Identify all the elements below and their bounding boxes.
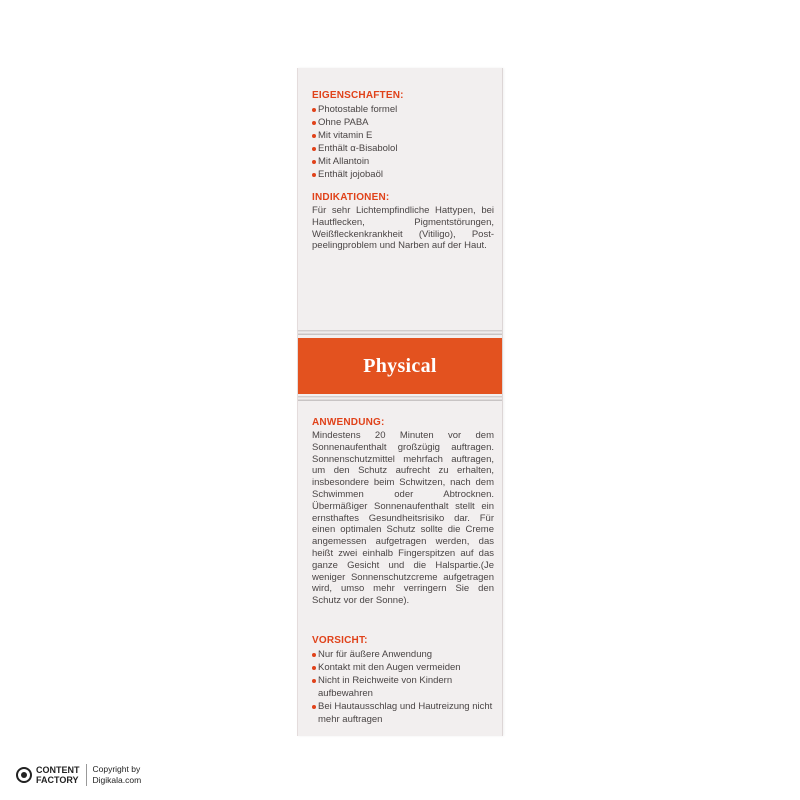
product-box-panel — [297, 68, 503, 736]
indications-section — [312, 192, 494, 252]
silver-stripe-top — [298, 330, 502, 335]
properties-heading: EIGENSCHAFTEN: — [312, 90, 404, 101]
brand-line: CONTENT — [36, 765, 80, 775]
band-title: Physical — [363, 354, 437, 377]
content-factory-logo-icon — [16, 767, 32, 783]
indications-text: Für sehr Lichtempfindliche Hattypen, bei Hautflecken, Pigmentstörungen, Weißfleckenkrankheit (Vitiligo), Post-peelingproblem und Narben auf der Haut. — [312, 205, 494, 252]
copyright-line: Copyright by — [92, 764, 141, 774]
divider — [86, 764, 87, 786]
physical-band — [298, 330, 502, 400]
brand-text — [36, 765, 80, 785]
content-factory-watermark — [16, 764, 141, 786]
list-item: Mit Allantoin — [312, 155, 494, 168]
list-item: Kontakt mit den Augen vermeiden — [312, 661, 494, 674]
caution-list — [312, 648, 494, 726]
copyright-line: Digikala.com — [92, 775, 142, 785]
list-item: Ohne PABA — [312, 116, 494, 129]
copyright-text — [93, 764, 142, 786]
list-item: Photostable formel — [312, 103, 494, 116]
caution-section — [312, 635, 494, 726]
usage-text: Mindestens 20 Minuten vor dem Sonnenaufenthalt großzügig auftragen. Sonnenschutzmittel mehrfach auftragen, um den Schutz aufrecht zu erhalten, insbesondere beim Schwitzen, nach dem Schwimmen oder Abtrocknen. Übermäßiger Sonnenaufenthalt stellt ein ernsthaftes Gesundheitsrisiko dar. Für einen optimalen Schutz sollte die Creme angemessen aufgetragen werden, das heißt zwei einhalb Fingerspitzen auf das ganze Gesicht und die Halspartie.(Je weniger Sonnenschutzcreme aufgetragen wird, umso mehr verringern Sie den Schutz vor der Sonne). — [312, 430, 494, 607]
list-item: Enthält jojobaöl — [312, 168, 494, 181]
caution-heading: VORSICHT: — [312, 635, 368, 646]
list-item: Bei Hautausschlag und Hautreizung nicht mehr auftragen — [312, 700, 494, 726]
silver-stripe-bottom — [298, 396, 502, 401]
orange-band — [298, 338, 502, 394]
list-item: Nicht in Reichweite von Kindern aufbewahren — [312, 674, 494, 700]
usage-heading: ANWENDUNG: — [312, 417, 385, 428]
properties-list — [312, 103, 494, 181]
list-item: Mit vitamin E — [312, 129, 494, 142]
brand-line: FACTORY — [36, 775, 79, 785]
list-item: Nur für äußere Anwendung — [312, 648, 494, 661]
usage-section — [312, 417, 494, 607]
indications-heading: INDIKATIONEN: — [312, 192, 390, 203]
list-item: Enthält α-Bisabolol — [312, 142, 494, 155]
properties-section — [312, 90, 494, 181]
